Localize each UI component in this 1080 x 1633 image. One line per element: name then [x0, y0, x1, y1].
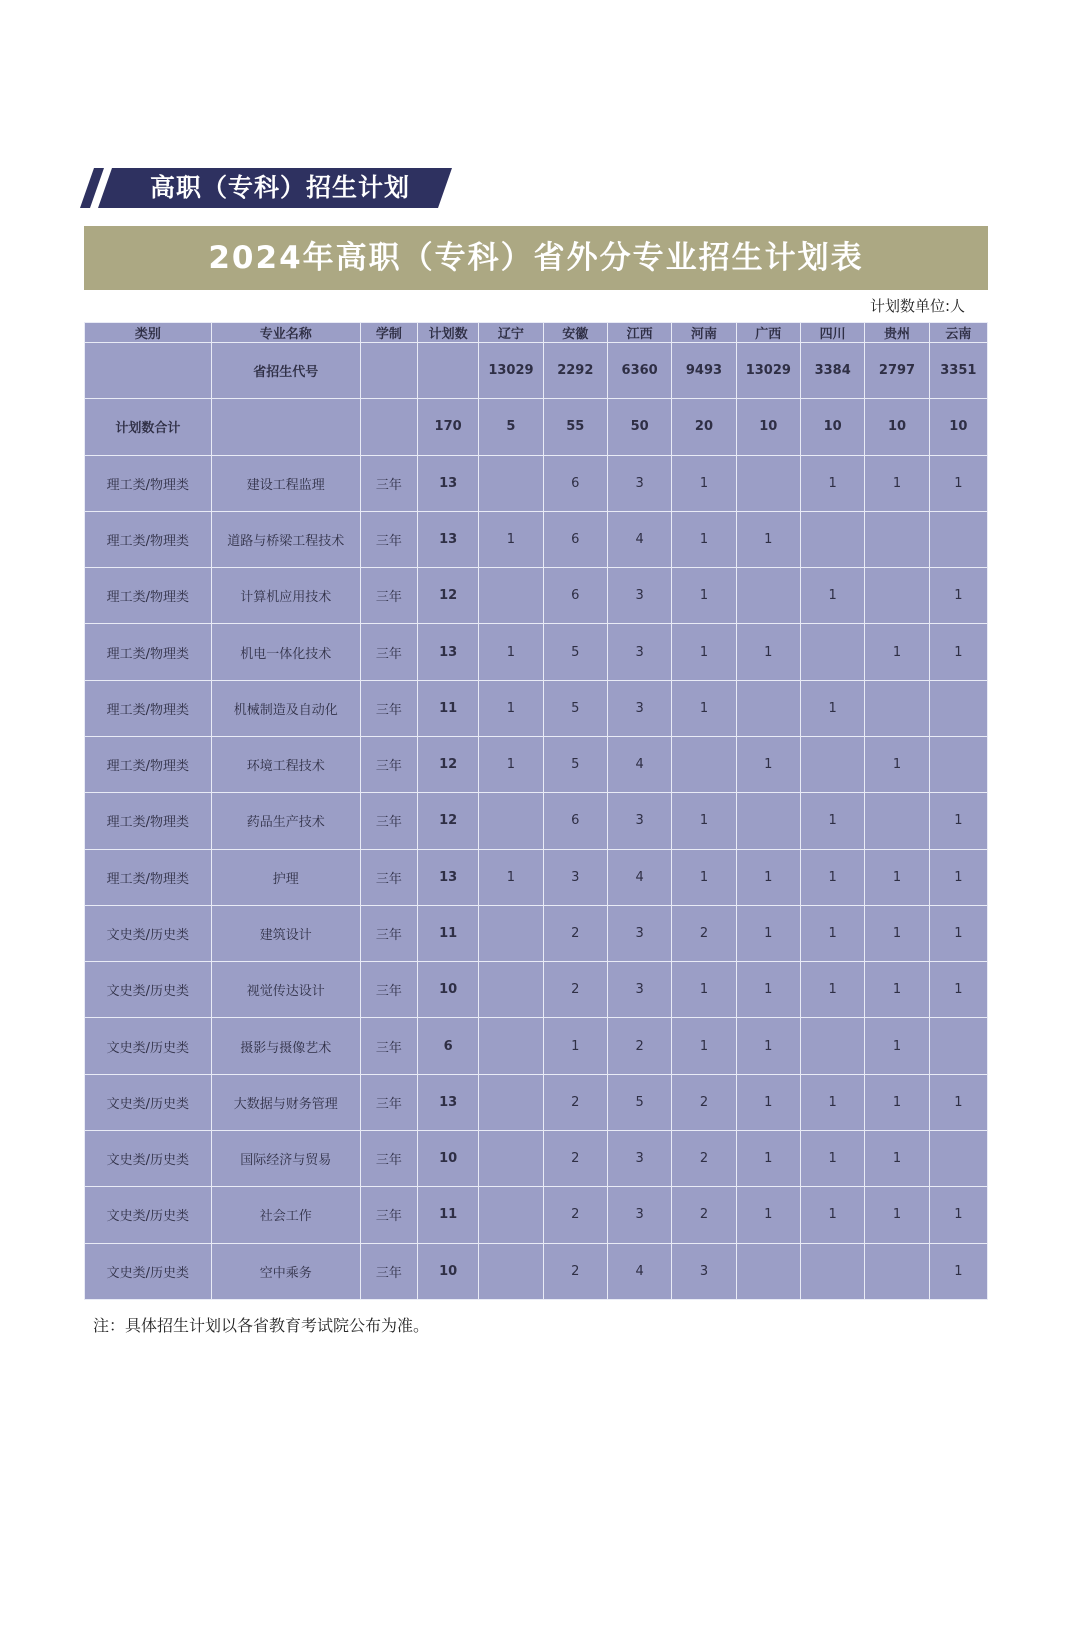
- table-cell: [85, 343, 212, 399]
- table-cell: 3: [607, 680, 671, 736]
- table-cell: 理工类/物理类: [85, 624, 212, 680]
- table-cell: [736, 455, 800, 511]
- table-cell: 3: [607, 1187, 671, 1243]
- table-cell: 1: [865, 624, 929, 680]
- table-cell: [479, 1243, 543, 1300]
- table-cell: 护理: [211, 849, 360, 905]
- table-cell: 13029: [736, 343, 800, 399]
- table-row: [85, 1243, 988, 1300]
- table-cell: 理工类/物理类: [85, 568, 212, 624]
- table-cell: 三年: [360, 680, 417, 736]
- footnote: 注：具体招生计划以各省教育考试院公布为准。: [93, 1316, 430, 1335]
- table-cell: 4: [607, 511, 671, 567]
- table-cell: 3: [607, 905, 671, 961]
- table-cell: 3384: [800, 343, 864, 399]
- section-banner: [80, 168, 452, 208]
- column-header: 计划数: [417, 323, 478, 343]
- table-cell: 1: [479, 736, 543, 792]
- table-row: [85, 511, 988, 567]
- table-cell: 视觉传达设计: [211, 962, 360, 1018]
- table-cell: 1: [800, 680, 864, 736]
- table-cell: 三年: [360, 568, 417, 624]
- table-cell: 1: [800, 849, 864, 905]
- table-cell: 1: [479, 624, 543, 680]
- table-cell: 6: [543, 511, 607, 567]
- column-header: 专业名称: [211, 323, 360, 343]
- table-cell: [672, 736, 736, 792]
- table-cell: 1: [736, 511, 800, 567]
- table-cell: 道路与桥梁工程技术: [211, 511, 360, 567]
- column-header: 安徽: [543, 323, 607, 343]
- table-cell: 1: [800, 1187, 864, 1243]
- table-cell: 机械制造及自动化: [211, 680, 360, 736]
- table-cell: 13: [417, 1074, 478, 1130]
- table-cell: 5: [543, 624, 607, 680]
- table-cell: 1: [865, 1130, 929, 1186]
- table-cell: 1: [800, 455, 864, 511]
- table-cell: [929, 1018, 987, 1074]
- table-cell: 空中乘务: [211, 1243, 360, 1300]
- table-cell: 3: [607, 1130, 671, 1186]
- column-header: 学制: [360, 323, 417, 343]
- table-cell: [211, 399, 360, 455]
- table-cell: 10: [929, 399, 987, 455]
- table-cell: 1: [929, 624, 987, 680]
- table-cell: 2: [543, 905, 607, 961]
- table-cell: 1: [929, 455, 987, 511]
- table-cell: [479, 1130, 543, 1186]
- table-row: [85, 1018, 988, 1074]
- table-cell: 1: [865, 1187, 929, 1243]
- table-cell: 理工类/物理类: [85, 680, 212, 736]
- header-row: [85, 323, 988, 343]
- table-cell: 4: [607, 1243, 671, 1300]
- table-cell: 文史类/历史类: [85, 1074, 212, 1130]
- table-cell: 1: [800, 962, 864, 1018]
- table-cell: 1: [543, 1018, 607, 1074]
- table-cell: [800, 1018, 864, 1074]
- table-cell: 13: [417, 511, 478, 567]
- table-cell: 1: [479, 511, 543, 567]
- table-cell: 13: [417, 624, 478, 680]
- table-cell: 3: [607, 568, 671, 624]
- table-cell: 2: [543, 962, 607, 1018]
- table-cell: 1: [929, 793, 987, 849]
- table-cell: 建设工程监理: [211, 455, 360, 511]
- table-cell: 药品生产技术: [211, 793, 360, 849]
- table-cell: [479, 568, 543, 624]
- table-body: [85, 343, 988, 1300]
- table-cell: 1: [736, 1130, 800, 1186]
- table-cell: 50: [607, 399, 671, 455]
- table-cell: 三年: [360, 736, 417, 792]
- column-header: 河南: [672, 323, 736, 343]
- column-header: 辽宁: [479, 323, 543, 343]
- table-cell: 三年: [360, 1187, 417, 1243]
- table-cell: 2292: [543, 343, 607, 399]
- table-cell: 文史类/历史类: [85, 1130, 212, 1186]
- table-cell: 三年: [360, 1018, 417, 1074]
- table-cell: 2: [672, 1074, 736, 1130]
- table-cell: 10: [736, 399, 800, 455]
- table-cell: 5: [543, 680, 607, 736]
- table-cell: 1: [736, 905, 800, 961]
- table-cell: [929, 511, 987, 567]
- table-cell: 1: [479, 849, 543, 905]
- table-cell: [865, 511, 929, 567]
- table-cell: 3: [543, 849, 607, 905]
- table-cell: [417, 343, 478, 399]
- table-cell: 10: [865, 399, 929, 455]
- table-cell: [800, 736, 864, 792]
- table-cell: 2: [543, 1187, 607, 1243]
- table-cell: 10: [417, 962, 478, 1018]
- table-cell: 4: [607, 849, 671, 905]
- table-cell: 10: [417, 1130, 478, 1186]
- table-row: [85, 736, 988, 792]
- table-cell: 1: [736, 1187, 800, 1243]
- table-cell: 12: [417, 736, 478, 792]
- unit-note: 计划数单位:人: [869, 297, 965, 315]
- table-cell: 3: [607, 793, 671, 849]
- table-cell: 2: [543, 1243, 607, 1300]
- table-cell: [479, 905, 543, 961]
- table-cell: 6: [543, 793, 607, 849]
- table-cell: 1: [800, 568, 864, 624]
- table-cell: 5: [607, 1074, 671, 1130]
- table-cell: 11: [417, 1187, 478, 1243]
- table-cell: 13029: [479, 343, 543, 399]
- table-cell: [736, 568, 800, 624]
- table-cell: 三年: [360, 1074, 417, 1130]
- column-header: 广西: [736, 323, 800, 343]
- province-code-row: [85, 343, 988, 399]
- table-cell: [865, 680, 929, 736]
- table-cell: 10: [800, 399, 864, 455]
- table-cell: 省招生代号: [211, 343, 360, 399]
- table-cell: 文史类/历史类: [85, 905, 212, 961]
- table-cell: 1: [672, 1018, 736, 1074]
- table-cell: 5: [543, 736, 607, 792]
- table-cell: 1: [672, 568, 736, 624]
- table-cell: 计算机应用技术: [211, 568, 360, 624]
- table-cell: 机电一体化技术: [211, 624, 360, 680]
- table-row: [85, 680, 988, 736]
- table-cell: [479, 793, 543, 849]
- table-cell: 4: [607, 736, 671, 792]
- column-header: 贵州: [865, 323, 929, 343]
- table-cell: 文史类/历史类: [85, 1018, 212, 1074]
- table-row: [85, 793, 988, 849]
- table-cell: [800, 624, 864, 680]
- table-cell: 1: [736, 624, 800, 680]
- table-cell: [929, 1130, 987, 1186]
- table-cell: 1: [800, 1130, 864, 1186]
- table-cell: 3: [672, 1243, 736, 1300]
- table-row: [85, 1074, 988, 1130]
- table-row: [85, 624, 988, 680]
- table-cell: 环境工程技术: [211, 736, 360, 792]
- table-cell: 文史类/历史类: [85, 1243, 212, 1300]
- table-header: [85, 323, 988, 343]
- table-cell: 1: [929, 1243, 987, 1300]
- table-cell: 理工类/物理类: [85, 511, 212, 567]
- table-cell: 1: [865, 736, 929, 792]
- table-cell: [929, 680, 987, 736]
- total-row: [85, 399, 988, 455]
- table-row: [85, 962, 988, 1018]
- table-cell: 1: [672, 455, 736, 511]
- table-cell: 国际经济与贸易: [211, 1130, 360, 1186]
- table-cell: 1: [672, 962, 736, 1018]
- table-cell: 1: [672, 793, 736, 849]
- table-cell: 三年: [360, 793, 417, 849]
- table-cell: 2: [543, 1130, 607, 1186]
- table-cell: 13: [417, 849, 478, 905]
- table-cell: 文史类/历史类: [85, 962, 212, 1018]
- table-cell: 2: [672, 1130, 736, 1186]
- table-cell: 1: [929, 1074, 987, 1130]
- table-cell: 1: [865, 1018, 929, 1074]
- section-title: 高职（专科）招生计划: [150, 173, 411, 202]
- column-header: 云南: [929, 323, 987, 343]
- table-cell: 1: [672, 680, 736, 736]
- table-row: [85, 1187, 988, 1243]
- table-cell: 理工类/物理类: [85, 793, 212, 849]
- column-header: 类别: [85, 323, 212, 343]
- table-cell: 12: [417, 793, 478, 849]
- table-cell: 1: [865, 905, 929, 961]
- table-cell: [479, 1074, 543, 1130]
- table-cell: 3: [607, 455, 671, 511]
- table-cell: 三年: [360, 1130, 417, 1186]
- table-cell: 9493: [672, 343, 736, 399]
- table-row: [85, 1130, 988, 1186]
- table-cell: 5: [479, 399, 543, 455]
- table-cell: 20: [672, 399, 736, 455]
- table-cell: [736, 680, 800, 736]
- table-cell: 1: [672, 849, 736, 905]
- table-cell: 11: [417, 680, 478, 736]
- table-cell: 1: [865, 1074, 929, 1130]
- table-cell: 2: [672, 1187, 736, 1243]
- table-cell: 1: [865, 455, 929, 511]
- table-cell: 1: [929, 1187, 987, 1243]
- table-row: [85, 568, 988, 624]
- table-cell: 建筑设计: [211, 905, 360, 961]
- table-cell: [479, 455, 543, 511]
- table-cell: 12: [417, 568, 478, 624]
- table-cell: 55: [543, 399, 607, 455]
- table-cell: 1: [929, 905, 987, 961]
- table-cell: [865, 793, 929, 849]
- table-cell: 三年: [360, 1243, 417, 1300]
- column-header: 江西: [607, 323, 671, 343]
- column-header: 四川: [800, 323, 864, 343]
- table-cell: 11: [417, 905, 478, 961]
- table-cell: [479, 1018, 543, 1074]
- table-cell: 2797: [865, 343, 929, 399]
- table-cell: 1: [800, 1074, 864, 1130]
- table-cell: [865, 568, 929, 624]
- table-cell: 6: [417, 1018, 478, 1074]
- table-cell: [800, 1243, 864, 1300]
- table-cell: 三年: [360, 849, 417, 905]
- table-cell: 三年: [360, 455, 417, 511]
- table-row: [85, 455, 988, 511]
- table-cell: 1: [736, 1074, 800, 1130]
- table-cell: 三年: [360, 962, 417, 1018]
- table-cell: 3: [607, 624, 671, 680]
- table-cell: 摄影与摄像艺术: [211, 1018, 360, 1074]
- table-cell: 1: [929, 962, 987, 1018]
- table-cell: 1: [929, 849, 987, 905]
- table-cell: 三年: [360, 905, 417, 961]
- table-cell: 1: [929, 568, 987, 624]
- enrollment-plan-table: [84, 322, 988, 1300]
- table-cell: 10: [417, 1243, 478, 1300]
- table-cell: 1: [865, 962, 929, 1018]
- table-cell: 1: [865, 849, 929, 905]
- table-cell: [736, 793, 800, 849]
- table-cell: 1: [736, 736, 800, 792]
- table-cell: [479, 1187, 543, 1243]
- table-cell: [360, 399, 417, 455]
- table-cell: 1: [800, 793, 864, 849]
- table-row: [85, 905, 988, 961]
- table-cell: [736, 1243, 800, 1300]
- table-cell: 6360: [607, 343, 671, 399]
- table-cell: 1: [672, 624, 736, 680]
- table-cell: [865, 1243, 929, 1300]
- table-cell: [360, 343, 417, 399]
- table-cell: 1: [736, 849, 800, 905]
- table-cell: 170: [417, 399, 478, 455]
- table-cell: 3: [607, 962, 671, 1018]
- table-cell: 计划数合计: [85, 399, 212, 455]
- table-cell: 理工类/物理类: [85, 849, 212, 905]
- table-row: [85, 849, 988, 905]
- table-cell: 理工类/物理类: [85, 736, 212, 792]
- table-cell: [479, 962, 543, 1018]
- table-cell: 3351: [929, 343, 987, 399]
- table-cell: 大数据与财务管理: [211, 1074, 360, 1130]
- table-cell: [800, 511, 864, 567]
- table-cell: 三年: [360, 624, 417, 680]
- table-cell: 2: [543, 1074, 607, 1130]
- table-cell: 1: [800, 905, 864, 961]
- table-title: 2024年高职（专科）省外分专业招生计划表: [84, 226, 988, 290]
- table-cell: 2: [607, 1018, 671, 1074]
- table-cell: 1: [672, 511, 736, 567]
- table-cell: 1: [479, 680, 543, 736]
- table-cell: 1: [736, 1018, 800, 1074]
- table-cell: 1: [736, 962, 800, 1018]
- table-cell: 6: [543, 455, 607, 511]
- table-cell: [929, 736, 987, 792]
- table-cell: 三年: [360, 511, 417, 567]
- table-cell: 6: [543, 568, 607, 624]
- table-cell: 2: [672, 905, 736, 961]
- table-cell: 文史类/历史类: [85, 1187, 212, 1243]
- table-cell: 社会工作: [211, 1187, 360, 1243]
- table-cell: 13: [417, 455, 478, 511]
- table-cell: 理工类/物理类: [85, 455, 212, 511]
